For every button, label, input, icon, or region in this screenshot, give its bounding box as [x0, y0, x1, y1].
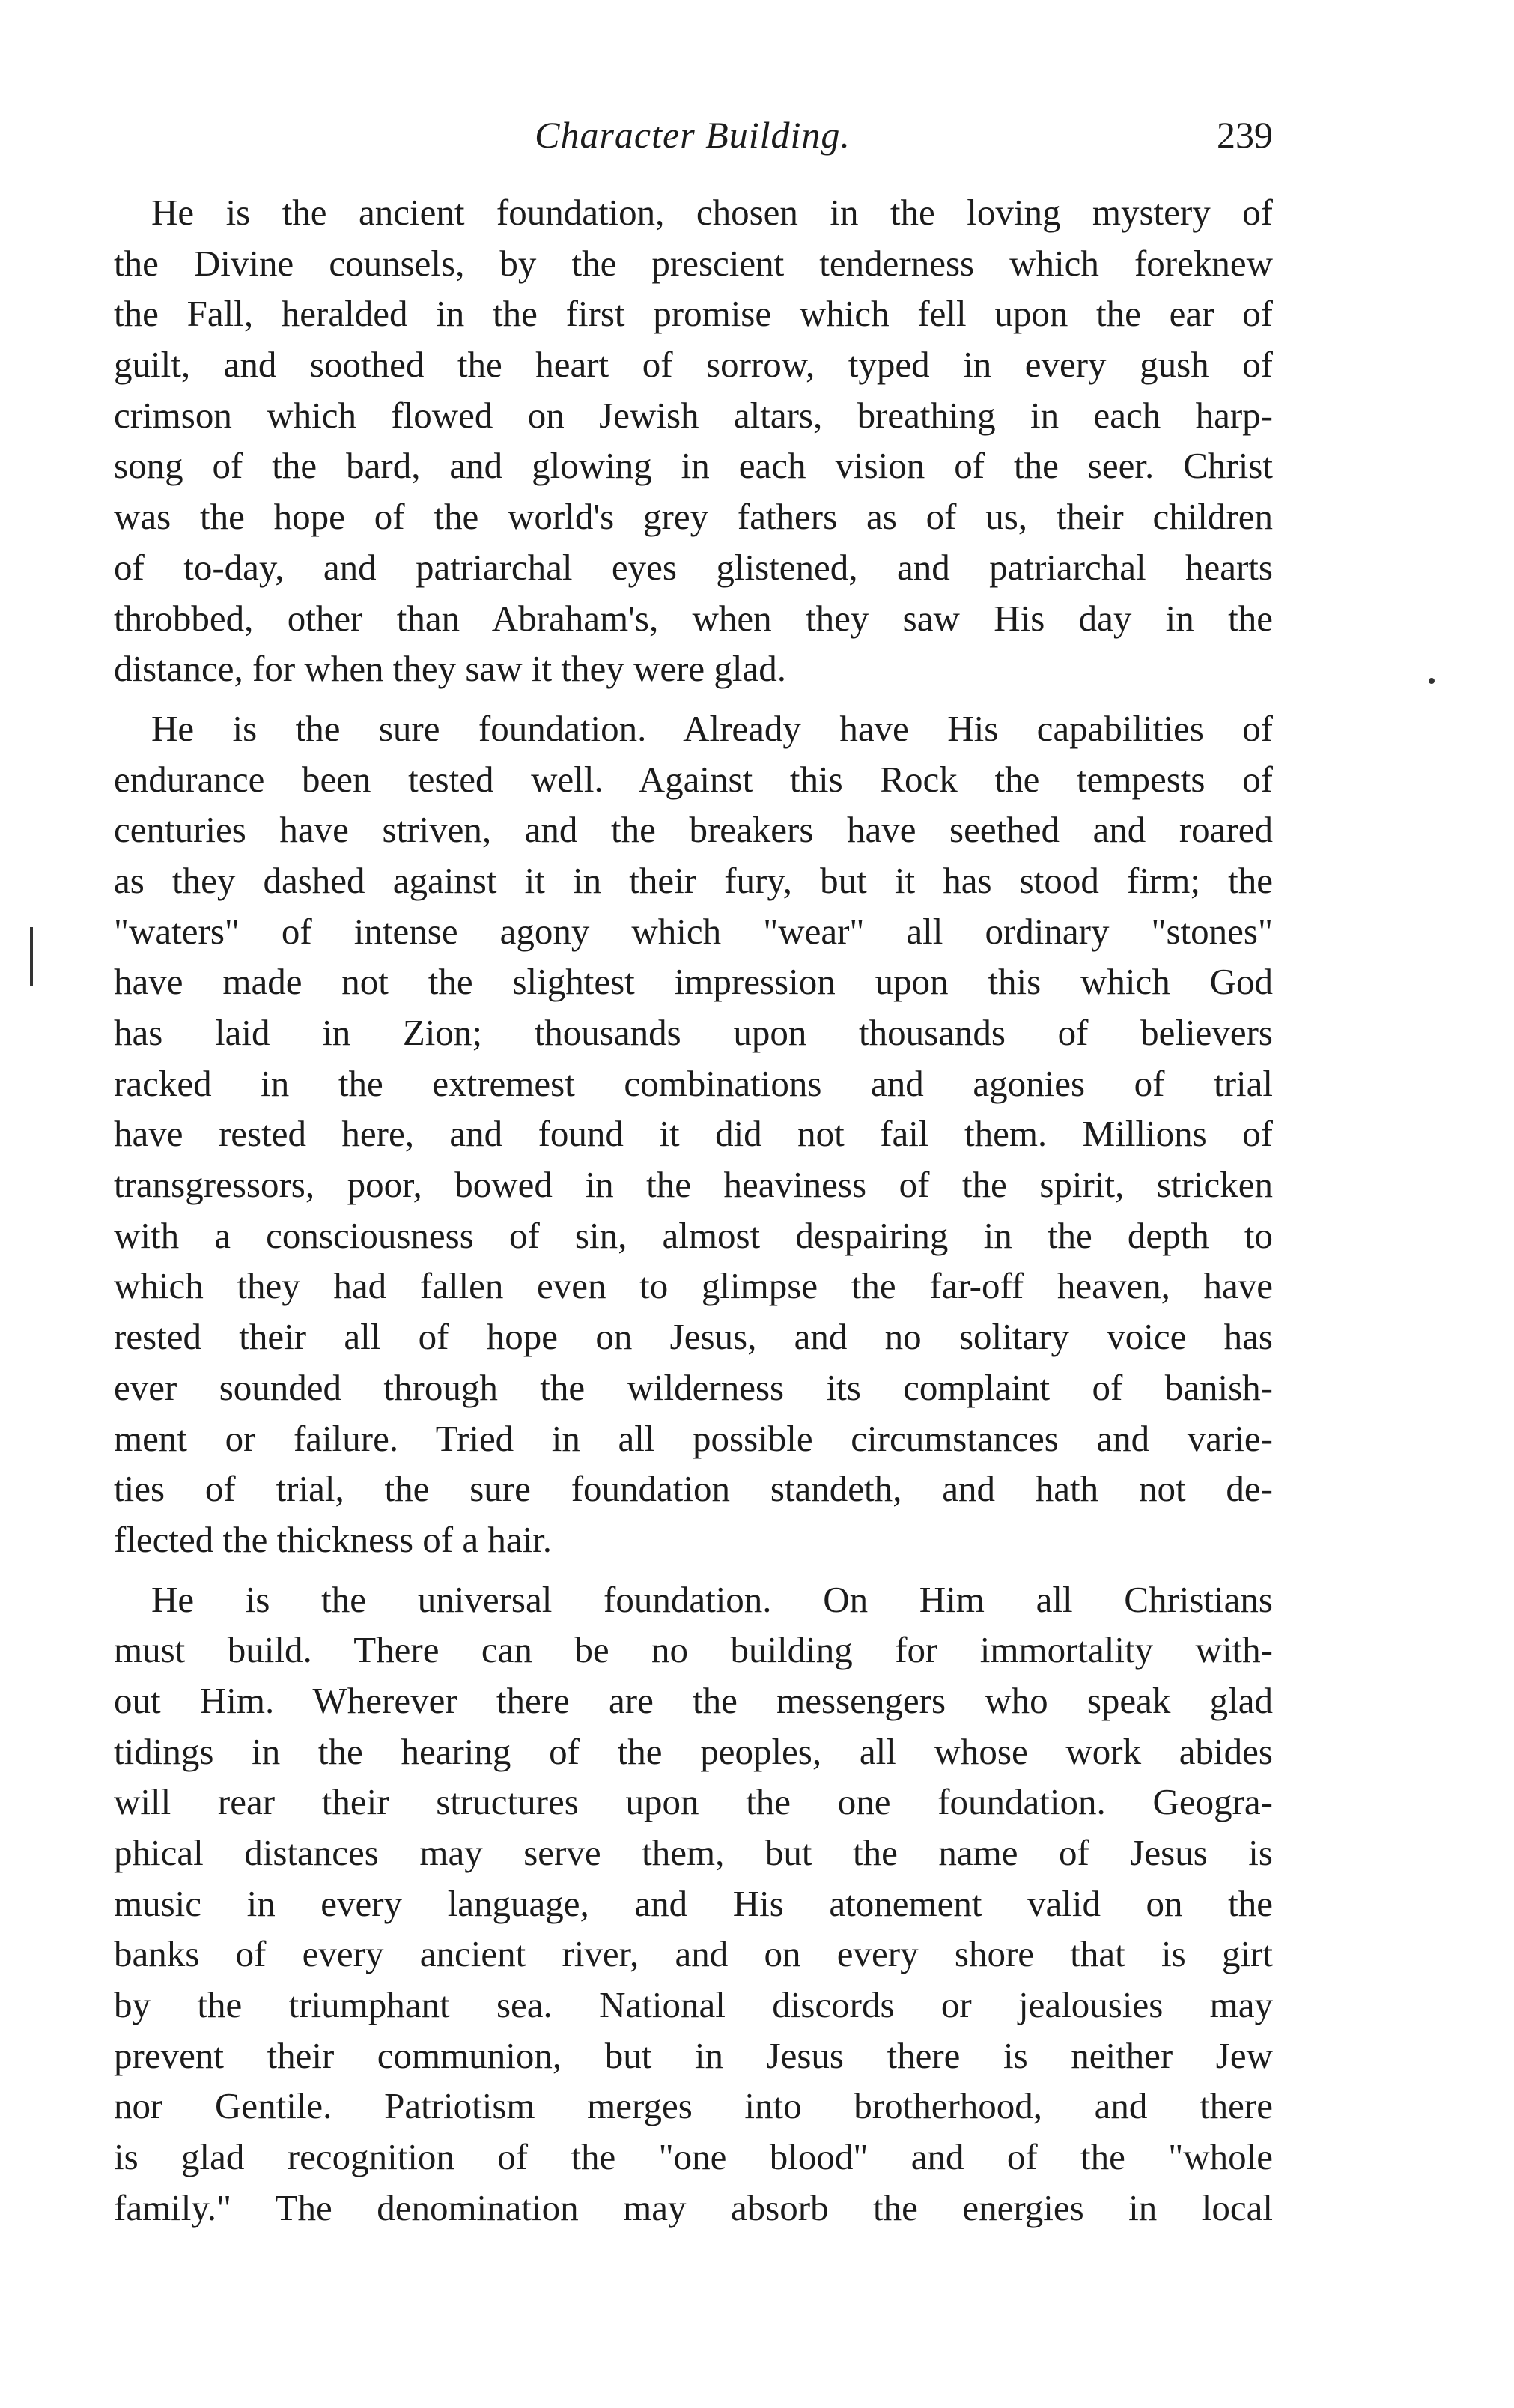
- text-line: flected the thickness of a hair.: [114, 1518, 553, 1560]
- text-line: transgressors, poor, bowed in the heaviness of the spirit, stricken: [114, 1164, 1273, 1206]
- text-line: nor Gentile. Patriotism merges into brotherhood, and there: [114, 2085, 1273, 2127]
- text-line: of to-day, and patriarchal eyes glistened, and patriarchal hearts: [114, 546, 1273, 588]
- text-line: by the triumphant sea. National discords or jealousies may: [114, 1984, 1273, 2026]
- text-line: phical distances may serve them, but the name of Jesus is: [114, 1832, 1273, 1873]
- paragraph: [114, 187, 1273, 694]
- text-line: ment or failure. Tried in all possible circumstances and varie-: [114, 1417, 1273, 1459]
- paragraph: [114, 703, 1273, 1565]
- text-line: must build. There can be no building for immortality with-: [114, 1629, 1273, 1671]
- text-line: throbbed, other than Abraham's, when they saw His day in the: [114, 597, 1273, 639]
- text-line: music in every language, and His atonement valid on the: [114, 1882, 1273, 1924]
- text-line: racked in the extremest combinations and agonies of trial: [114, 1062, 1273, 1104]
- paragraph: [114, 1574, 1273, 2233]
- text-line: banks of every ancient river, and on every shore that is girt: [114, 1933, 1273, 1975]
- running-title: Character Building.: [535, 114, 851, 156]
- text-line: is glad recognition of the "one blood" and of the "whole: [114, 2136, 1273, 2178]
- text-line: crimson which flowed on Jewish altars, breathing in each harp-: [114, 394, 1273, 436]
- text-line: was the hope of the world's grey fathers as of us, their children: [114, 496, 1273, 538]
- text-line: out Him. Wherever there are the messengers who speak glad: [114, 1679, 1273, 1721]
- text-line: which they had fallen even to glimpse the far-off heaven, have: [114, 1265, 1273, 1307]
- text-line: with a consciousness of sin, almost despairing in the depth to: [114, 1214, 1273, 1256]
- text-line: have rested here, and found it did not fail them. Millions of: [114, 1113, 1273, 1155]
- margin-line-mark: [30, 927, 33, 986]
- text-line: He is the sure foundation. Already have His capabilities of: [151, 707, 1273, 749]
- text-line: centuries have striven, and the breakers have seethed and roared: [114, 809, 1273, 851]
- text-line: distance, for when they saw it they were glad.: [114, 648, 787, 690]
- text-line: He is the ancient foundation, chosen in the loving mystery of: [151, 192, 1273, 233]
- text-line: as they dashed against it in their fury, but it has stood firm; the: [114, 859, 1273, 901]
- text-line: the Divine counsels, by the prescient tenderness which foreknew: [114, 242, 1273, 284]
- text-line: He is the universal foundation. On Him all Christians: [151, 1578, 1273, 1620]
- text-line: endurance been tested well. Against this Rock the tempests of: [114, 758, 1273, 800]
- text-line: family." The denomination may absorb the energies in local: [114, 2186, 1273, 2228]
- text-line: will rear their structures upon the one foundation. Geogra-: [114, 1781, 1273, 1823]
- margin-dot-mark: [1429, 678, 1435, 684]
- text-line: ever sounded through the wilderness its complaint of banish-: [114, 1366, 1273, 1408]
- text-line: song of the bard, and glowing in each vision of the seer. Christ: [114, 445, 1273, 487]
- page-number: 239: [1217, 114, 1273, 156]
- text-line: has laid in Zion; thousands upon thousands of believers: [114, 1012, 1273, 1053]
- running-head: [112, 101, 1273, 169]
- text-line: the Fall, heralded in the first promise which fell upon the ear of: [114, 293, 1273, 335]
- text-line: ties of trial, the sure foundation standeth, and hath not de-: [114, 1468, 1273, 1510]
- text-line: guilt, and soothed the heart of sorrow, typed in every gush of: [114, 344, 1273, 386]
- text-line: tidings in the hearing of the peoples, all whose work abides: [114, 1730, 1273, 1772]
- body-text: [114, 187, 1273, 2242]
- text-line: prevent their communion, but in Jesus there is neither Jew: [114, 2034, 1273, 2076]
- text-line: rested their all of hope on Jesus, and no solitary voice has: [114, 1316, 1273, 1358]
- text-line: "waters" of intense agony which "wear" all ordinary "stones": [114, 910, 1273, 952]
- text-line: have made not the slightest impression upon this which God: [114, 961, 1273, 1003]
